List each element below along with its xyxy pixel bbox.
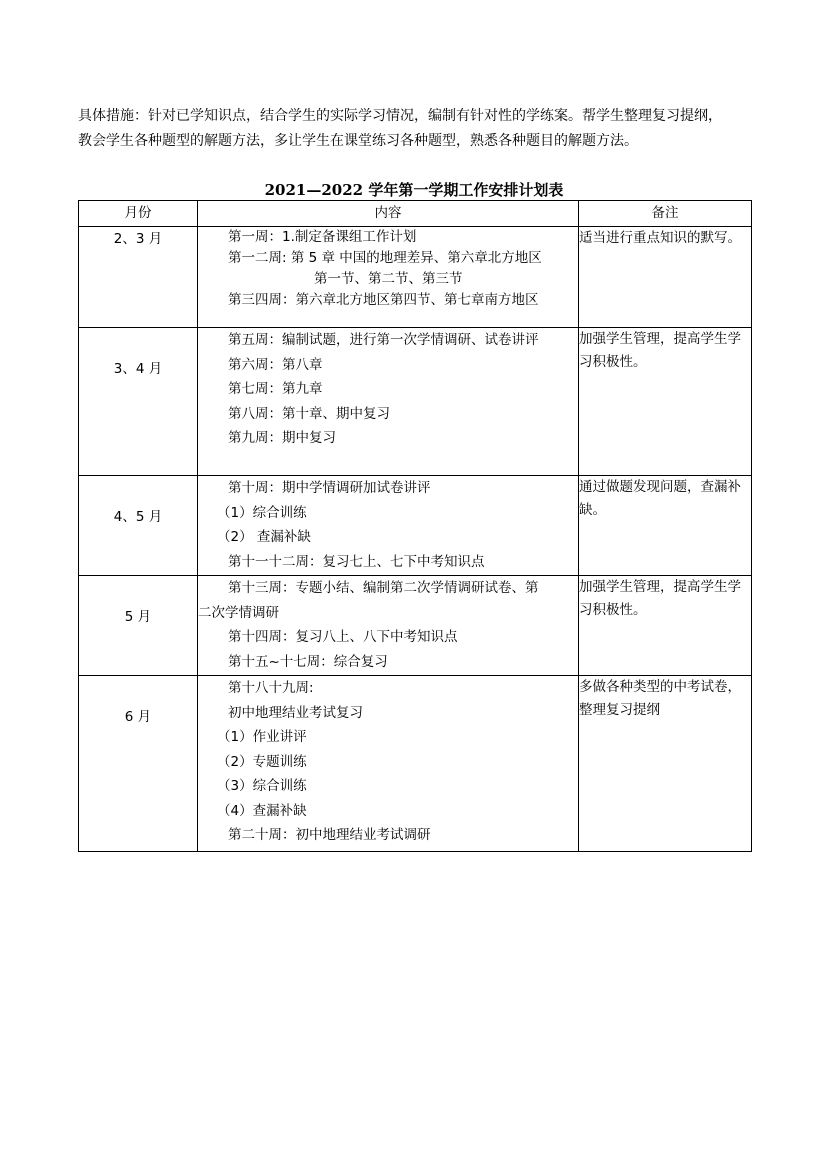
month-cell: 2、3 月 bbox=[79, 227, 198, 328]
content-cell bbox=[198, 328, 579, 476]
content-line: 第十四周：复习八上、八下中考知识点 bbox=[228, 629, 458, 645]
content-cell bbox=[198, 227, 579, 328]
content-line: 第八周：第十章、期中复习 bbox=[228, 405, 390, 422]
header-content: 内容 bbox=[198, 201, 579, 227]
content-line: （4）查漏补缺 bbox=[217, 802, 307, 819]
content-line: 第十五~十七周：综合复习 bbox=[228, 653, 388, 670]
month-cell: 4、5 月 bbox=[79, 476, 198, 576]
intro-paragraph bbox=[78, 104, 758, 154]
note-cell: 适当进行重点知识的默写。 bbox=[579, 227, 752, 328]
table-header-row bbox=[79, 201, 752, 227]
content-line: （1）作业讲评 bbox=[217, 729, 307, 745]
table-row bbox=[79, 227, 752, 328]
content-line: 第十八十九周: bbox=[228, 680, 314, 696]
content-line: 第一二周: 第 5 章 中国的地理差异、第六章北方地区 bbox=[228, 250, 542, 266]
table-title: 2021—2022 学年第一学期工作安排计划表 bbox=[264, 181, 564, 199]
content-cell bbox=[198, 476, 579, 576]
content-line: 第三四周：第六章北方地区第四节、第七章南方地区 bbox=[228, 292, 539, 308]
header-note: 备注 bbox=[579, 201, 752, 227]
content-line: （3）综合训练 bbox=[217, 778, 307, 794]
header-month: 月份 bbox=[79, 201, 198, 227]
table-row bbox=[79, 476, 752, 576]
content-line: 第二十周：初中地理结业考试调研 bbox=[228, 827, 431, 843]
content-cell bbox=[198, 676, 579, 852]
note-cell: 加强学生管理，提高学生学习积极性。 bbox=[579, 328, 752, 476]
content-line: 二次学情调研 bbox=[198, 604, 279, 621]
month-cell: 5 月 bbox=[79, 576, 198, 676]
note-cell: 多做各种类型的中考试卷，整理复习提纲 bbox=[579, 676, 752, 852]
content-line: 第一周：1.制定备课组工作计划 bbox=[228, 229, 417, 245]
content-line: （2） 查漏补缺 bbox=[217, 529, 311, 545]
content-line: （2）专题训练 bbox=[217, 753, 307, 770]
content-line: 第九周：期中复习 bbox=[228, 430, 336, 446]
content-line: （1）综合训练 bbox=[217, 504, 307, 521]
note-cell: 通过做题发现问题，查漏补缺。 bbox=[579, 476, 752, 576]
content-line: 第十一十二周：复习七上、七下中考知识点 bbox=[228, 553, 485, 570]
table-row bbox=[79, 328, 752, 476]
note-cell: 加强学生管理，提高学生学习积极性。 bbox=[579, 576, 752, 676]
intro-line-1: 具体措施：针对已学知识点，结合学生的实际学习情况，编制有针对性的学练案。帮学生整理复习提纲， bbox=[78, 108, 722, 124]
intro-line-2: 教会学生各种题型的解题方法，多让学生在课堂练习各种题型，熟悉各种题目的解题方法。 bbox=[78, 133, 638, 149]
content-line: 第五周：编制试题，进行第一次学情调研、试卷讲评 bbox=[228, 332, 539, 348]
month-cell: 3、4 月 bbox=[79, 328, 198, 476]
month-cell: 6 月 bbox=[79, 676, 198, 852]
content-line: 第七周：第九章 bbox=[228, 381, 323, 397]
content-line: 初中地理结业考试复习 bbox=[228, 704, 363, 721]
content-line: 第十三周：专题小结、编制第二次学情调研试卷、第 bbox=[228, 580, 539, 596]
content-line: 第六周：第八章 bbox=[228, 356, 323, 373]
content-cell bbox=[198, 576, 579, 676]
table-row bbox=[79, 676, 752, 852]
schedule-table bbox=[78, 200, 752, 852]
content-line: 第十周：期中学情调研加试卷讲评 bbox=[228, 480, 431, 496]
table-row bbox=[79, 576, 752, 676]
content-line: 第一节、第二节、第三节 bbox=[314, 271, 463, 287]
